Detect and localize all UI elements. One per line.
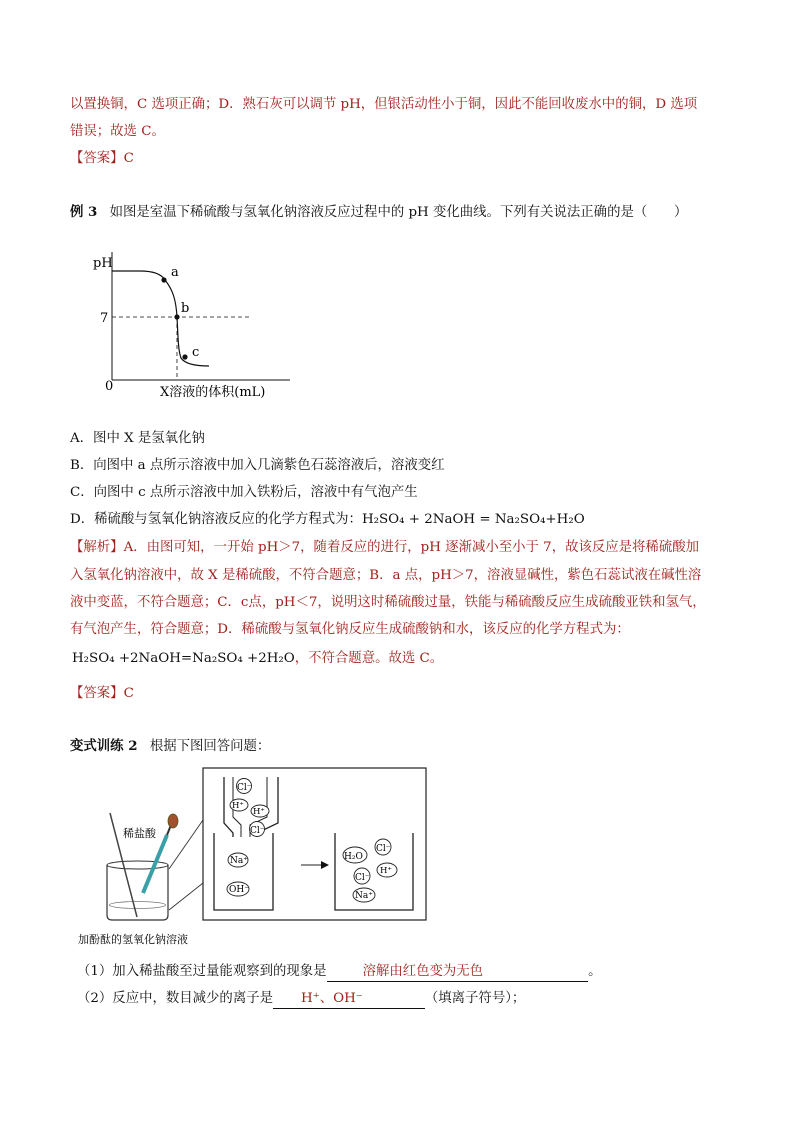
q2-suffix: （填离子符号）； <box>424 991 526 1006</box>
label-c: c <box>192 345 200 360</box>
svg-text:Cl⁻: Cl⁻ <box>250 826 265 836</box>
equation: H₂SO₄ +2NaOH=Na₂SO₄ +2H₂O <box>72 651 295 666</box>
variant2-text: 根据下图回答问题： <box>149 739 271 754</box>
svg-text:H₂O: H₂O <box>344 852 363 862</box>
intro-answer <box>70 150 134 168</box>
ion-cl-right-1 <box>375 839 391 855</box>
svg-text:Na⁺: Na⁺ <box>230 856 248 866</box>
example3-answer <box>70 685 134 703</box>
ion-h-right <box>377 863 397 877</box>
label-b: b <box>181 301 190 316</box>
answer-value: C <box>123 151 134 166</box>
point-b <box>174 314 179 319</box>
ion-h-1 <box>230 799 248 811</box>
variant2-q2 <box>77 990 525 1009</box>
point-c <box>182 354 187 359</box>
ion-oh-left <box>227 882 249 896</box>
x-axis-label: X溶液的体积(mL) <box>160 385 266 400</box>
beaker-illustration <box>107 813 178 920</box>
svg-text:H⁺: H⁺ <box>253 807 265 817</box>
variant2-question <box>70 737 270 756</box>
ion-cl-2 <box>250 822 265 837</box>
answer-value: C <box>123 686 134 701</box>
analysis-line-4: 有气泡产生，符合题意；D．稀硫酸与氢氧化钠反应生成硫酸钠和水，该反应的化学方程式为： <box>70 622 630 637</box>
answer-label: 【答案】 <box>70 686 124 701</box>
analysis-text-1: A．由图可知，一开始 pH＞7，随着反应的进行，pH 逐渐减小至小于 7，故该反应是将稀硫酸加 <box>123 540 699 555</box>
left-container <box>214 833 273 910</box>
q1-prefix: （1）加入稀盐酸至过量能观察到的现象是 <box>77 964 327 979</box>
svg-text:Cl⁻: Cl⁻ <box>237 783 252 793</box>
q2-prefix: （2）反应中，数目减少的离子是 <box>77 991 273 1006</box>
example3-text: 如图是室温下稀硫酸与氢氧化钠溶液反应过程中的 pH 变化曲线。下列有关说法正确的是（ ） <box>109 205 688 220</box>
ion-h-2 <box>251 805 269 817</box>
molecule-h2o <box>343 847 367 863</box>
svg-text:OH⁻: OH⁻ <box>229 885 249 895</box>
intro-line-2: 错误；故选 C。 <box>70 124 165 139</box>
y-tick-7: 7 <box>100 311 109 326</box>
analysis-line-2: 入氢氧化钠溶液中，故 X 是稀硫酸，不符合题意；B．a 点，pH＞7，溶液显碱性，紫色石蕊试液在碱性溶 <box>70 568 702 583</box>
label-a: a <box>171 265 179 280</box>
svg-text:H⁺: H⁺ <box>380 866 392 876</box>
point-a <box>161 277 166 282</box>
ion-cl-right-2 <box>354 868 370 884</box>
option-b: B．向图中 a 点所示溶液中加入几滴紫色石蕊溶液后，溶液变红 <box>70 458 445 473</box>
q1-suffix: 。 <box>588 964 602 979</box>
analysis-line-3: 液中变蓝，不符合题意；C．c点，pH＜7，说明这时稀硫酸过量，铁能与稀硫酸反应生成硫酸亚铁和氢气， <box>70 595 706 610</box>
ion-cl-1 <box>237 779 252 794</box>
variant2-label: 变式训练 2 <box>70 738 138 754</box>
svg-text:Cl⁻: Cl⁻ <box>355 873 370 883</box>
q1-answer: 溶解由红色变为无色 <box>363 963 484 982</box>
option-c: C．向图中 c 点所示溶液中加入铁粉后，溶液中有气泡产生 <box>70 485 418 500</box>
variant2-q1 <box>77 963 601 982</box>
analysis-line-1 <box>70 539 699 557</box>
neutralization-figure <box>75 765 435 950</box>
dropper-bulb <box>168 814 178 828</box>
option-a: A．图中 X 是氢氧化钠 <box>70 431 205 446</box>
example3-question <box>70 203 687 222</box>
analysis-label: 【解析】 <box>70 540 124 555</box>
analysis-equation-line <box>72 650 443 668</box>
q2-answer: H⁺、OH⁻ <box>301 990 363 1009</box>
ph-curve-graph <box>85 240 295 405</box>
origin-label: 0 <box>105 379 114 394</box>
ion-na-left <box>228 853 248 867</box>
option-d: D．稀硫酸与氢氧化钠溶液反应的化学方程式为：H₂SO₄ + 2NaOH = Na₂SO₄+H₂O <box>70 512 585 527</box>
ion-na-right <box>353 888 375 902</box>
svg-text:Cl⁻: Cl⁻ <box>376 844 391 854</box>
answer-label: 【答案】 <box>70 151 124 166</box>
svg-text:H⁺: H⁺ <box>232 801 244 811</box>
equation-tail: ，不符合题意。故选 C。 <box>294 651 444 666</box>
y-axis-label: pH <box>93 256 113 271</box>
example3-label: 例 3 <box>70 204 98 220</box>
beaker-caption: 加酚酞的氢氧化钠溶液 <box>78 933 188 946</box>
svg-text:Na⁺: Na⁺ <box>355 891 373 901</box>
intro-line-1: 以置换铜，C 选项正确；D．熟石灰可以调节 pH，但银活动性小于铜，因此不能回收废水中的铜，D 选项 <box>70 97 698 112</box>
dropper-label: 稀盐酸 <box>123 827 156 840</box>
